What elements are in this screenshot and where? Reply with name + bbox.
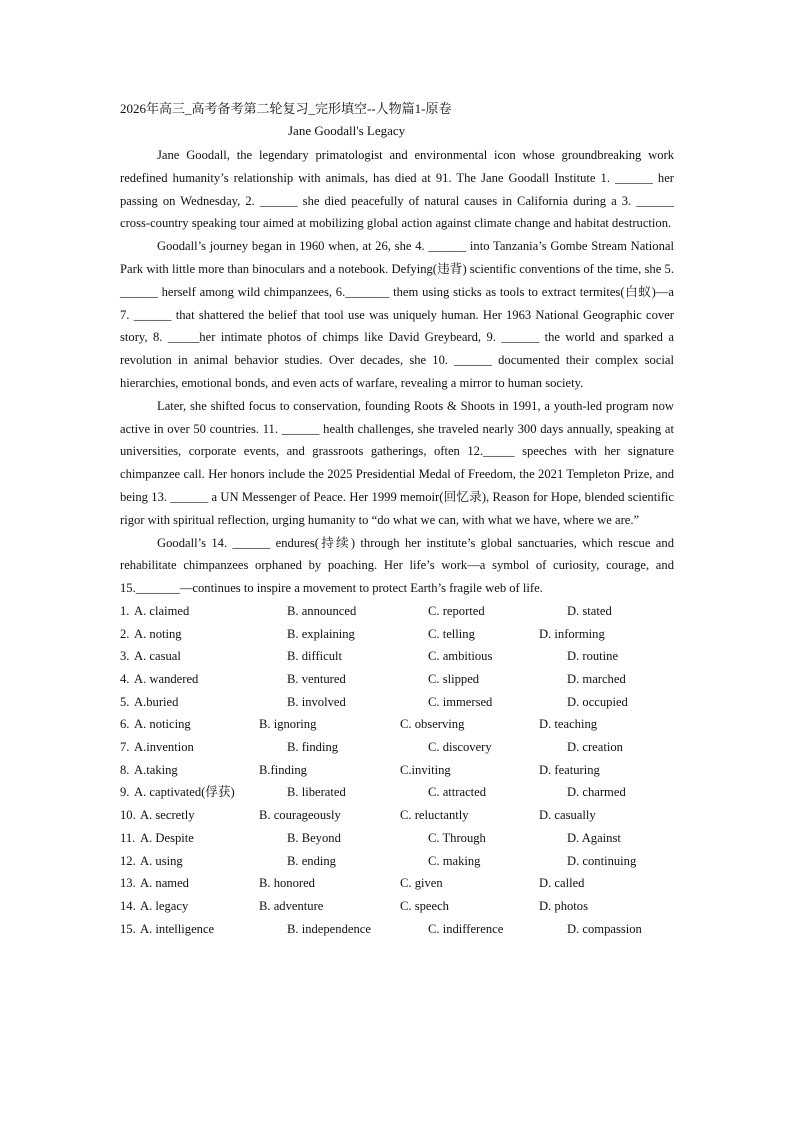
option-c: C. immersed — [428, 694, 493, 709]
option-d: D. creation — [567, 740, 623, 755]
option-a: A. captivated(俘获) — [134, 785, 235, 800]
option-a: A. casual — [134, 649, 181, 664]
answer-options — [120, 600, 674, 940]
question-number: 8. — [120, 762, 130, 777]
option-d: D. charmed — [567, 785, 626, 800]
question-row — [120, 850, 674, 873]
question-row — [120, 736, 674, 759]
question-number: 3. — [120, 649, 130, 664]
option-a: A. using — [140, 853, 183, 868]
option-d: D. occupied — [567, 694, 628, 709]
option-d: D. teaching — [539, 717, 598, 732]
option-a: A.invention — [134, 740, 194, 755]
option-d: D. compassion — [567, 921, 642, 936]
option-c: C. telling — [428, 626, 475, 641]
question-row — [120, 691, 674, 714]
option-a: A. legacy — [140, 898, 189, 913]
option-c: C. indifference — [428, 921, 504, 936]
question-number: 12. — [120, 853, 136, 868]
paragraph-1: Jane Goodall, the legendary primatologist and environmental icon whose groundbreaking work redefined humanity’s relationship with animals, has died at 91. The Jane Goodall Institute 1. ______ her passing on Wednesday, 2. ______ she died peacefully of natural causes in California during a 3. ______ cross-country speaking tour aimed at mobilizing global action against climate change and habitat destruction. — [120, 148, 674, 231]
option-d: D. informing — [539, 626, 605, 641]
question-row — [120, 827, 674, 850]
option-a: A. noticing — [134, 717, 191, 732]
option-b: B. announced — [287, 603, 357, 618]
question-number: 4. — [120, 672, 130, 686]
question-number: 15. — [120, 921, 136, 936]
question-number: 10. — [120, 808, 136, 823]
option-d: D. featuring — [539, 762, 600, 777]
question-row — [120, 872, 674, 895]
option-d: D. stated — [567, 603, 612, 618]
question-row — [120, 600, 674, 623]
document-page — [120, 98, 674, 940]
question-row — [120, 623, 674, 646]
option-b: B. explaining — [287, 626, 355, 641]
option-c: C. observing — [400, 717, 465, 732]
option-b: B. ending — [287, 853, 336, 868]
option-c: C. speech — [400, 898, 449, 913]
option-a: A. intelligence — [140, 921, 215, 936]
question-number: 13. — [120, 876, 136, 891]
question-number: 9. — [120, 785, 130, 800]
question-number: 14. — [120, 898, 136, 913]
option-b: B. honored — [259, 876, 315, 891]
question-row — [120, 804, 674, 827]
paragraph-4: Goodall’s 14. ______ endures(持续) through her institute’s global sanctuaries, which rescue and rehabilitate chimpanzees orphaned by poaching. Her life’s work—a symbol of curiosity, courage, and 15._______—continues to inspire a movement to protect Earth’s fragile web of life. — [120, 535, 674, 596]
question-row — [120, 713, 674, 736]
option-c: C. making — [428, 853, 481, 868]
option-d: D. photos — [539, 898, 588, 913]
option-b: B. involved — [287, 694, 346, 709]
option-a: A.taking — [134, 762, 178, 777]
option-c: C. slipped — [428, 672, 480, 686]
question-row — [120, 781, 674, 804]
question-row — [120, 759, 674, 782]
question-row — [120, 918, 674, 941]
option-b: B. liberated — [287, 785, 346, 800]
question-row — [120, 895, 674, 918]
option-b: B. finding — [287, 740, 339, 755]
paragraph-3: Later, she shifted focus to conservation, founding Roots & Shoots in 1991, a youth-led program now active in over 50 countries. 11. ______ health challenges, she traveled nearly 300 days annually, speaking at universities, corporate events, and grassroots gatherings, often 12._____ speeches with her signature chimpanzee call. Her honors include the 2025 Presidential Medal of Freedom, the 2021 Templeton Prize, and being 13. ______ a UN Messenger of Peace. Her 1999 memoir(回忆录), Reason for Hope, blended scientific rigor with spiritual reflection, urging humanity to “do what we can, with what we have, where we are.” — [120, 398, 674, 527]
option-b: B. ventured — [287, 672, 346, 686]
option-d: D. Against — [567, 830, 621, 845]
option-a: A.buried — [134, 694, 179, 709]
option-c: C. reluctantly — [400, 808, 469, 823]
option-d: D. marched — [567, 672, 626, 686]
option-b: B. difficult — [287, 649, 343, 664]
option-c: C. ambitious — [428, 649, 493, 664]
option-c: C. attracted — [428, 785, 487, 800]
option-b: B.finding — [259, 762, 307, 777]
question-row — [120, 668, 674, 691]
option-a: A. named — [140, 876, 189, 891]
question-number: 7. — [120, 740, 130, 755]
option-a: A. noting — [134, 626, 182, 641]
question-number: 5. — [120, 694, 130, 709]
option-a: A. wandered — [134, 672, 199, 686]
document-title: 2026年高三_高考备考第二轮复习_完形填空--人物篇1-原卷 — [120, 101, 452, 116]
question-row — [120, 645, 674, 668]
option-c: C.inviting — [400, 762, 451, 777]
option-d: D. routine — [567, 649, 619, 664]
option-c: C. Through — [428, 830, 486, 845]
article-title: Jane Goodall's Legacy — [288, 123, 406, 138]
option-d: D. continuing — [567, 853, 637, 868]
option-a: A. Despite — [140, 830, 194, 845]
option-b: B. courageously — [259, 808, 341, 823]
question-number: 2. — [120, 626, 130, 641]
paragraph-2: Goodall’s journey began in 1960 when, at 26, she 4. ______ into Tanzania’s Gombe Stream National Park with little more than binoculars and a notebook. Defying(违背) scientific conventions of the time, she 5. ______ herself among wild chimpanzees, 6._______ them using sticks as tools to extract termites(白蚁)—a 7. ______ that shattered the belief that tool use was uniquely human. Her 1963 National Geographic cover story, 8. _____her intimate photos of chimps like David Greybeard, 9. ______ the world and sparked a revolution in animal behavior studies. Over decades, she 10. ______ documented their complex social hierarchies, emotional bonds, and even acts of warfare, revealing a mirror to human society. — [120, 239, 674, 390]
option-a: A. secretly — [140, 808, 195, 823]
option-d: D. called — [539, 876, 585, 891]
option-c: C. reported — [428, 603, 485, 618]
option-b: B. ignoring — [259, 717, 317, 732]
option-b: B. independence — [287, 921, 371, 936]
option-c: C. given — [400, 876, 443, 891]
question-number: 11. — [120, 830, 136, 845]
option-b: B. adventure — [259, 898, 324, 913]
option-d: D. casually — [539, 808, 596, 823]
option-a: A. claimed — [134, 603, 190, 618]
option-b: B. Beyond — [287, 830, 341, 845]
option-c: C. discovery — [428, 740, 492, 755]
question-number: 6. — [120, 717, 130, 732]
question-number: 1. — [120, 603, 130, 618]
